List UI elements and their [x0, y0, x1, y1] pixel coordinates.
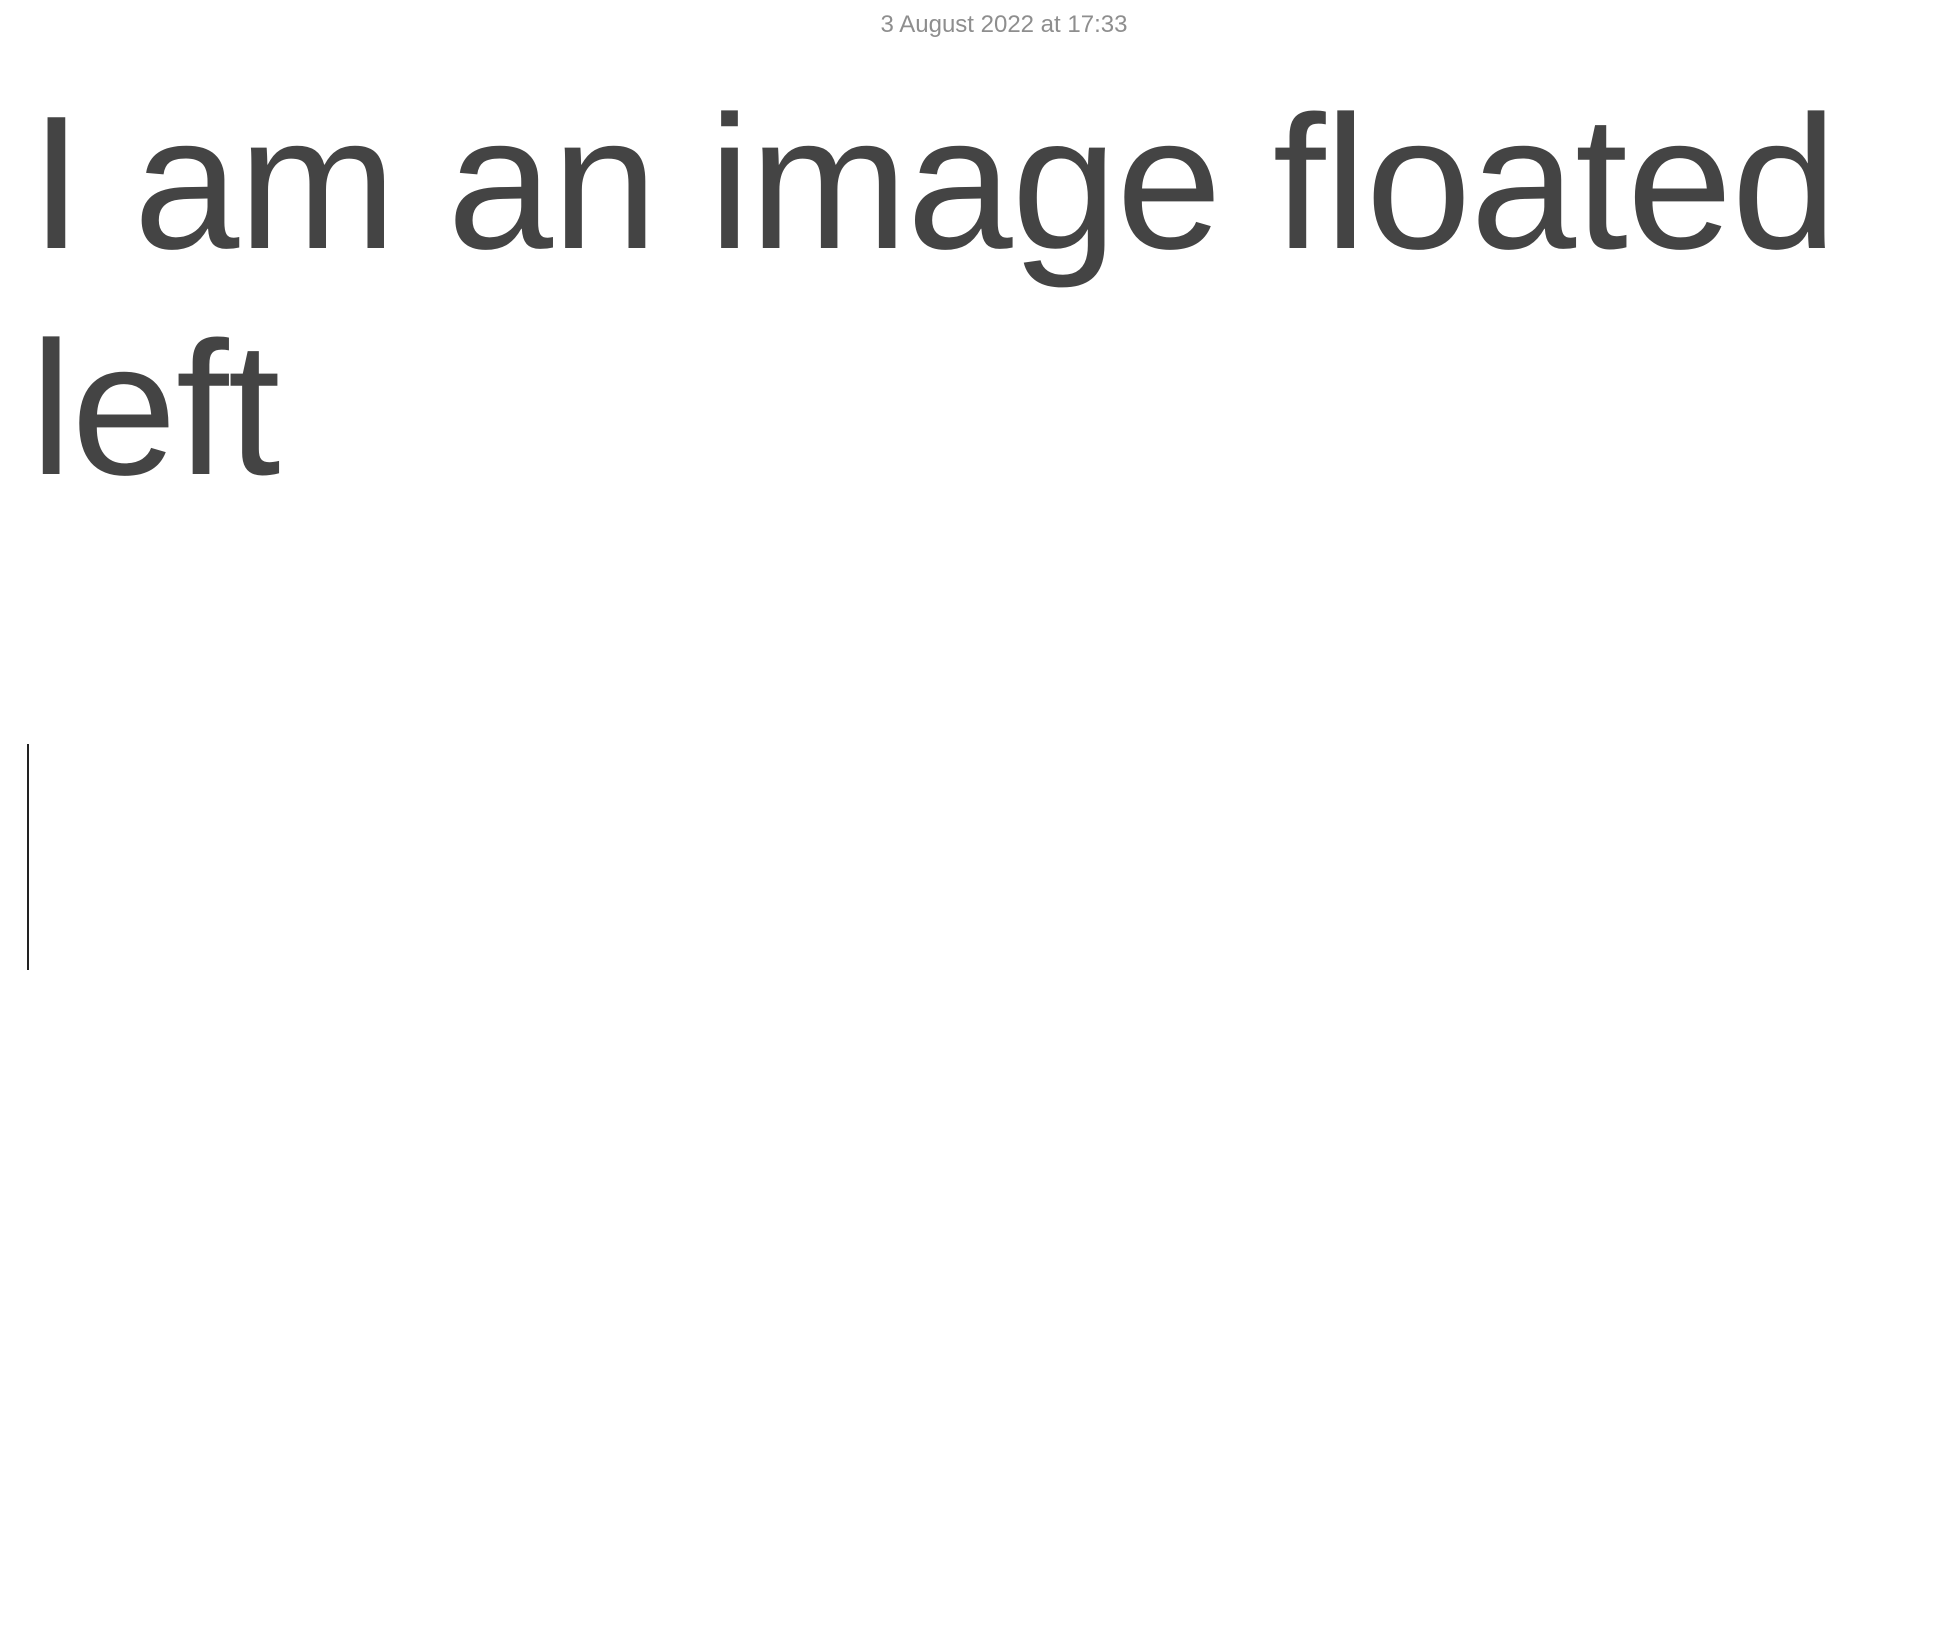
note-title[interactable]: I am an image floated left — [30, 77, 1837, 515]
note-editor[interactable] — [30, 70, 1880, 522]
text-cursor — [27, 744, 29, 970]
note-timestamp: 3 August 2022 at 17:33 — [880, 11, 1128, 38]
